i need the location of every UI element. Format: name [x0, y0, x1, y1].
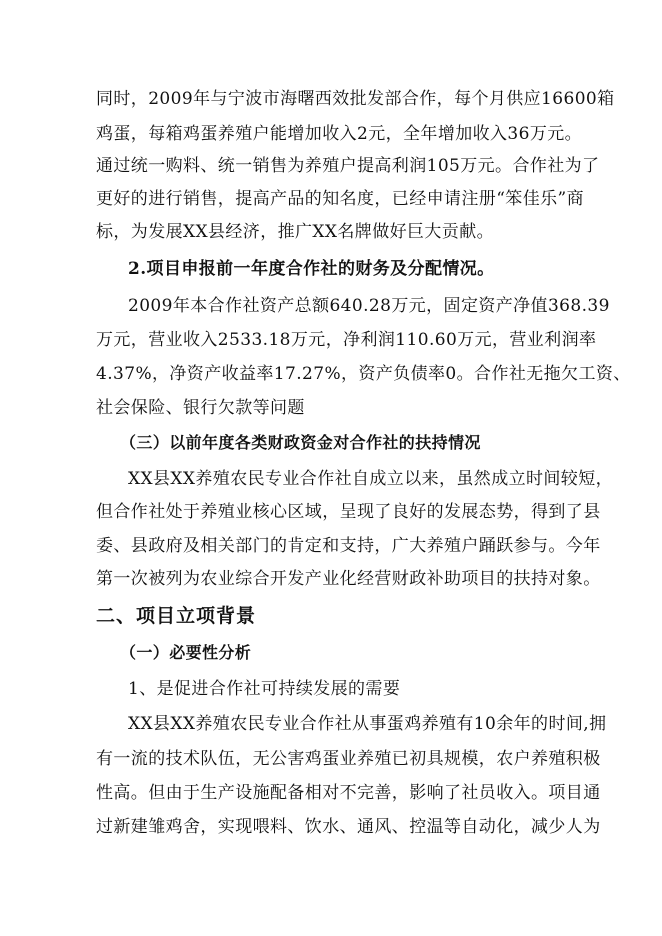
section-heading-necessity: （一）必要性分析: [120, 643, 252, 662]
paragraph-line: 性高。但由于生产设施配备相对不完善，影响了社员收入。项目通: [96, 783, 601, 803]
paragraph-line: XX县XX养殖农民专业合作社从事蛋鸡养殖有10余年的时间,拥: [128, 714, 607, 734]
section-heading-support: （三）以前年度各类财政资金对合作社的扶持情况: [120, 433, 481, 452]
paragraph-line: 万元，营业收入2533.18万元，净利润110.60万元，营业利润率: [96, 330, 597, 350]
paragraph-line: 更好的进行销售，提高产品的知名度，已经申请注册“笨佳乐”商: [96, 189, 584, 209]
chapter-heading: 二、项目立项背景: [96, 605, 257, 627]
paragraph-line: 社会保险、银行欠款等问题: [96, 398, 305, 418]
paragraph-line: 2009年本合作社资产总额640.28万元，固定资产净值368.39: [128, 296, 610, 316]
paragraph-line: 有一流的技术队伍，无公害鸡蛋业养殖已初具规模，农户养殖积极: [96, 749, 601, 769]
paragraph-line: 4.37%，净资产收益率17.27%，资产负债率0。合作社无拖欠工资、: [96, 364, 631, 384]
paragraph-line: 通过统一购料、统一销售为养殖户提高利润105万元。合作社为了: [96, 156, 600, 176]
paragraph-line: 同时，2009年与宁波市海曙西效批发部合作，每个月供应16600箱: [96, 89, 615, 109]
paragraph-line: 鸡蛋，每箱鸡蛋养殖户能增加收入2元，全年增加收入36万元。: [96, 124, 583, 144]
paragraph-line: 委、县政府及相关部门的肯定和支持，广大养殖户踊跃参与。今年: [96, 536, 601, 556]
paragraph-line: 过新建雏鸡舍，实现喂料、饮水、通风、控温等自动化，减少人为: [96, 817, 601, 837]
paragraph-line: 第一次被列为农业综合开发产业化经营财政补助项目的扶持对象。: [96, 569, 601, 589]
paragraph-line: 标，为发展XX县经济，推广XX名牌做好巨大贡献。: [96, 222, 495, 242]
subsection-heading: 1、是促进合作社可持续发展的需要: [128, 679, 401, 699]
section-heading-financial: 2.项目申报前一年度合作社的财务及分配情况。: [128, 259, 495, 279]
paragraph-line: XX县XX养殖农民专业合作社自成立以来，虽然成立时间较短，: [128, 469, 614, 489]
paragraph-line: 但合作社处于养殖业核心区域，呈现了良好的发展态势，得到了县: [96, 502, 601, 522]
